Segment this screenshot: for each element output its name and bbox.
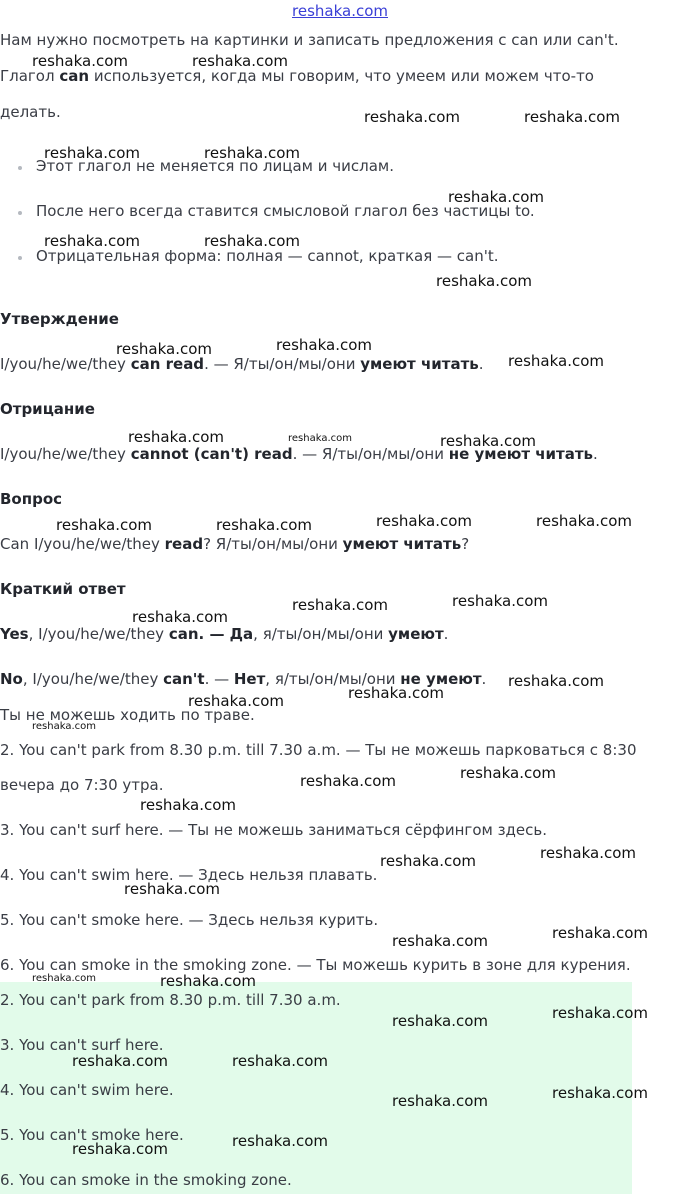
watermark: reshaka.com [536, 512, 632, 530]
watermark: reshaka.com [72, 1052, 168, 1070]
bullet-item: Этот глагол не меняется по лицам и числам. [36, 157, 394, 175]
translation-line: 2. You can't park from 8.30 p.m. till 7.30 a.m. — Ты не можешь парковаться с 8:30 [0, 741, 637, 759]
watermark: reshaka.com [44, 144, 140, 162]
watermark: reshaka.com [452, 592, 548, 610]
watermark: reshaka.com [552, 1004, 648, 1022]
answer-line: 6. You can smoke in the smoking zone. [0, 1171, 292, 1189]
translation-line: вечера до 7:30 утра. [0, 776, 164, 794]
short-answer-no: No, I/you/he/we/they can't. — Нет, я/ты/он/мы/они не умеют. [0, 670, 487, 688]
watermark: reshaka.com [140, 796, 236, 814]
watermark: reshaka.com [448, 188, 544, 206]
watermark: reshaka.com [392, 932, 488, 950]
watermark: reshaka.com [300, 772, 396, 790]
watermark: reshaka.com [72, 1140, 168, 1158]
watermark: reshaka.com [124, 880, 220, 898]
watermark: reshaka.com [380, 852, 476, 870]
intro-line-3: делать. [0, 103, 61, 121]
watermark: reshaka.com [32, 721, 96, 732]
watermark: reshaka.com [288, 433, 352, 444]
watermark: reshaka.com [508, 352, 604, 370]
bullet-dot [18, 256, 22, 260]
bullet-dot [18, 211, 22, 215]
translation-line: 3. You can't surf here. — Ты не можешь заниматься сёрфингом здесь. [0, 821, 548, 839]
bullet-item: Отрицательная форма: полная — cannot, краткая — can't. [36, 247, 499, 265]
translation-line: Ты не можешь ходить по траве. [0, 706, 255, 724]
answer-line: 5. You can't smoke here. [0, 1126, 184, 1144]
short-answer-yes: Yes, I/you/he/we/they can. — Да, я/ты/он/мы/они умеют. [0, 625, 449, 643]
watermark: reshaka.com [440, 432, 536, 450]
intro-line-2: Глагол can используется, когда мы говорим, что умеем или можем что-то [0, 67, 594, 85]
watermark: reshaka.com [376, 512, 472, 530]
heading-affirmative: Утверждение [0, 310, 119, 328]
watermark: reshaka.com [232, 1052, 328, 1070]
watermark: reshaka.com [232, 1132, 328, 1150]
answer-line: 4. You can't swim here. [0, 1081, 174, 1099]
watermark: reshaka.com [508, 672, 604, 690]
watermark: reshaka.com [192, 52, 288, 70]
watermark: reshaka.com [116, 340, 212, 358]
watermark: reshaka.com [392, 1012, 488, 1030]
watermark: reshaka.com [32, 52, 128, 70]
watermark: reshaka.com [276, 336, 372, 354]
heading-short-answer: Краткий ответ [0, 580, 126, 598]
site-link[interactable]: reshaka.com [292, 2, 388, 20]
watermark: reshaka.com [436, 272, 532, 290]
question-line: Can I/you/he/we/they read? Я/ты/он/мы/они умеют читать? [0, 535, 470, 553]
watermark: reshaka.com [32, 973, 96, 984]
bullet-dot [18, 166, 22, 170]
watermark: reshaka.com [160, 972, 256, 990]
watermark: reshaka.com [132, 608, 228, 626]
translation-line: 5. You can't smoke here. — Здесь нельзя курить. [0, 911, 379, 929]
watermark: reshaka.com [364, 108, 460, 126]
watermark: reshaka.com [216, 516, 312, 534]
intro-line-1: Нам нужно посмотреть на картинки и записать предложения с can или can't. [0, 31, 619, 49]
answer-line: 2. You can't park from 8.30 p.m. till 7.30 a.m. [0, 991, 341, 1009]
watermark: reshaka.com [540, 844, 636, 862]
watermark: reshaka.com [524, 108, 620, 126]
negative-line: I/you/he/we/they cannot (can't) read. — Я/ты/он/мы/они не умеют читать. [0, 445, 598, 463]
watermark: reshaka.com [128, 428, 224, 446]
watermark: reshaka.com [552, 1084, 648, 1102]
watermark: reshaka.com [188, 692, 284, 710]
watermark: reshaka.com [460, 764, 556, 782]
translation-line: 4. You can't swim here. — Здесь нельзя плавать. [0, 866, 378, 884]
translation-line: 6. You can smoke in the smoking zone. — Ты можешь курить в зоне для курения. [0, 956, 631, 974]
watermark: reshaka.com [292, 596, 388, 614]
heading-question: Вопрос [0, 490, 63, 508]
watermark: reshaka.com [552, 924, 648, 942]
watermark: reshaka.com [44, 232, 140, 250]
watermark: reshaka.com [204, 232, 300, 250]
bullet-item: После него всегда ставится смысловой глагол без частицы to. [36, 202, 535, 220]
watermark: reshaka.com [204, 144, 300, 162]
watermark: reshaka.com [348, 684, 444, 702]
watermark: reshaka.com [56, 516, 152, 534]
answer-line: 3. You can't surf here. [0, 1036, 164, 1054]
watermark: reshaka.com [392, 1092, 488, 1110]
heading-negative: Отрицание [0, 400, 95, 418]
affirmative-line: I/you/he/we/they can read. — Я/ты/он/мы/они умеют читать. [0, 355, 484, 373]
